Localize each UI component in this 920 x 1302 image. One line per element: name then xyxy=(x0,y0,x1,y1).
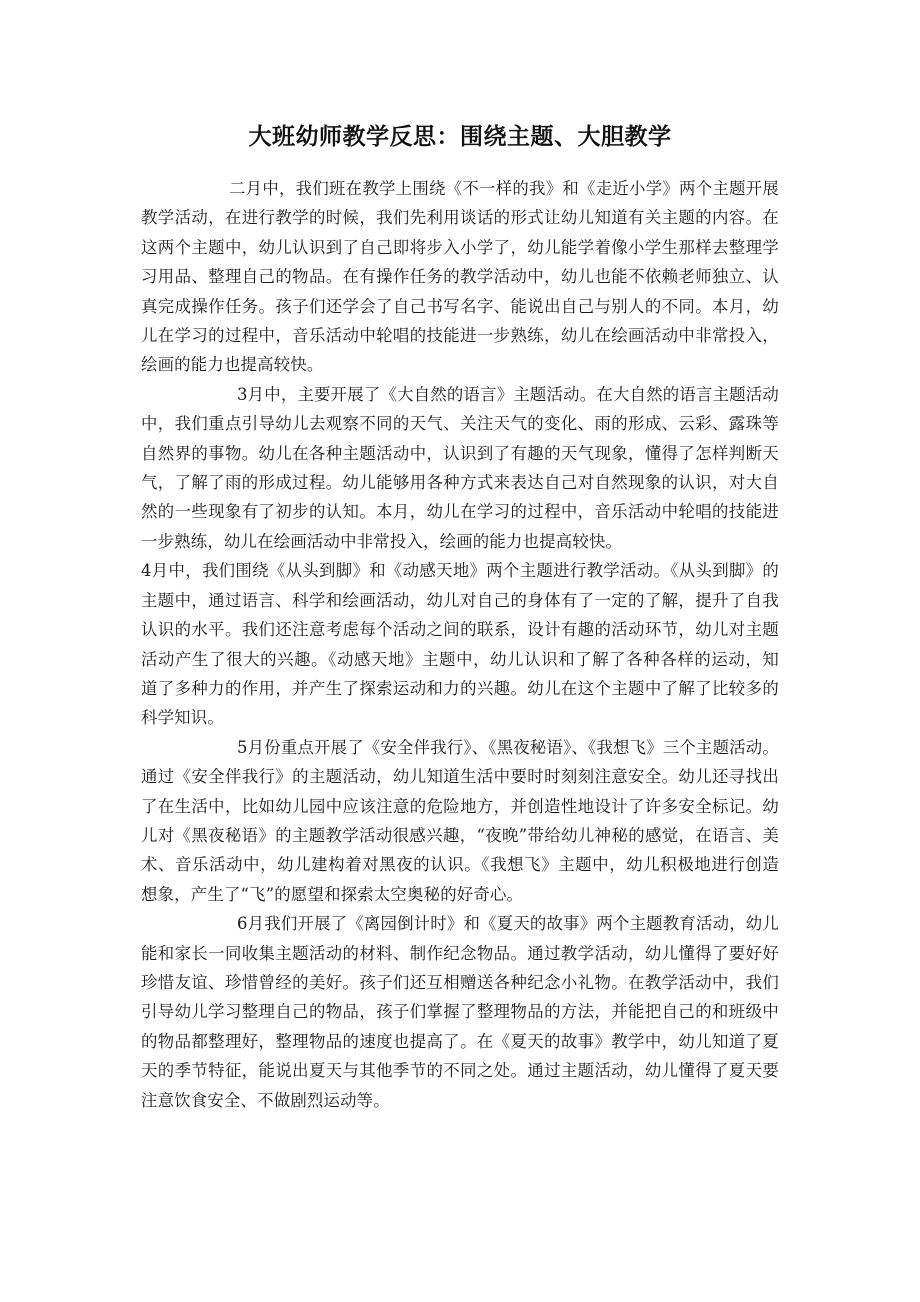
paragraph-march: 3月中，主要开展了《大自然的语言》主题活动。在大自然的语言主题活动中，我们重点引导幼儿去观察不同的天气、关注天气的变化、雨的形成、云彩、露珠等自然界的事物。幼儿在各种主题活动中，认识到了有趣的天气现象，懂得了怎样判断天气，了解了雨的形成过程。幼儿能够用各种方式来表达自己对自然现象的认识，对大自然的一些现象有了初步的认知。本月，幼儿在学习的过程中，音乐活动中轮唱的技能进一步熟练，幼儿在绘画活动中非常投入，绘画的能力也提高较快。 xyxy=(141,384,779,551)
document-title: 大班幼师教学反思：围绕主题、大胆教学 xyxy=(248,124,672,150)
paragraph-may: 5月份重点开展了《安全伴我行》、《黑夜秘语》、《我想飞》三个主题活动。通过《安全伴我行》的主题活动，幼儿知道生活中要时时刻刻注意安全。幼儿还寻找出了在生活中，比如幼儿园中应该注意的危险地方，并创造性地设计了许多安全标记。幼儿对《黑夜秘语》的主题教学活动很感兴趣，“夜晚”带给幼儿神秘的感觉，在语言、美术、音乐活动中，幼儿建构着对黑夜的认识。《我想飞》主题中，幼儿积极地进行创造想象，产生了“飞”的愿望和探索太空奥秘的好奇心。 xyxy=(141,737,779,904)
paragraph-june: 6月我们开展了《离园倒计时》和《夏天的故事》两个主题教育活动，幼儿能和家长一同收集主题活动的材料、制作纪念物品。通过教学活动，幼儿懂得了要好好珍惜友谊、珍惜曾经的美好。孩子们还互相赠送各种纪念小礼物。在教学活动中，我们引导幼儿学习整理自己的物品，孩子们掌握了整理物品的方法，并能把自己的和班级中的物品都整理好，整理物品的速度也提高了。在《夏天的故事》教学中，幼儿知道了夏天的季节特征，能说出夏天与其他季节的不同之处。通过主题活动，幼儿懂得了夏天要注意饮食安全、不做剧烈运动等。 xyxy=(141,914,779,1110)
paragraph-april: 4月中，我们围绕《从头到脚》和《动感天地》两个主题进行教学活动。《从头到脚》的主题中，通过语言、科学和绘画活动，幼儿对自己的身体有了一定的了解，提升了自我认识的水平。我们还注意考虑每个活动之间的联系，设计有趣的活动环节，幼儿对主题活动产生了很大的兴趣。《动感天地》主题中，幼儿认识和了解了各种各样的运动，知道了多种力的作用，并产生了探索运动和力的兴趣。幼儿在这个主题中了解了比较多的科学知识。 xyxy=(141,561,779,728)
document-body xyxy=(141,174,779,1115)
paragraph-february: 二月中，我们班在教学上围绕《不一样的我》和《走近小学》两个主题开展教学活动，在进行教学的时候，我们先利用谈话的形式让幼儿知道有关主题的内容。在这两个主题中，幼儿认识到了自己即将步入小学了，幼儿能学着像小学生那样去整理学习用品、整理自己的物品。在有操作任务的教学活动中，幼儿也能不依赖老师独立、认真完成操作任务。孩子们还学会了自己书写名字、能说出自己与别人的不同。本月，幼儿在学习的过程中，音乐活动中轮唱的技能进一步熟练，幼儿在绘画活动中非常投入，绘画的能力也提高较快。 xyxy=(141,179,779,375)
